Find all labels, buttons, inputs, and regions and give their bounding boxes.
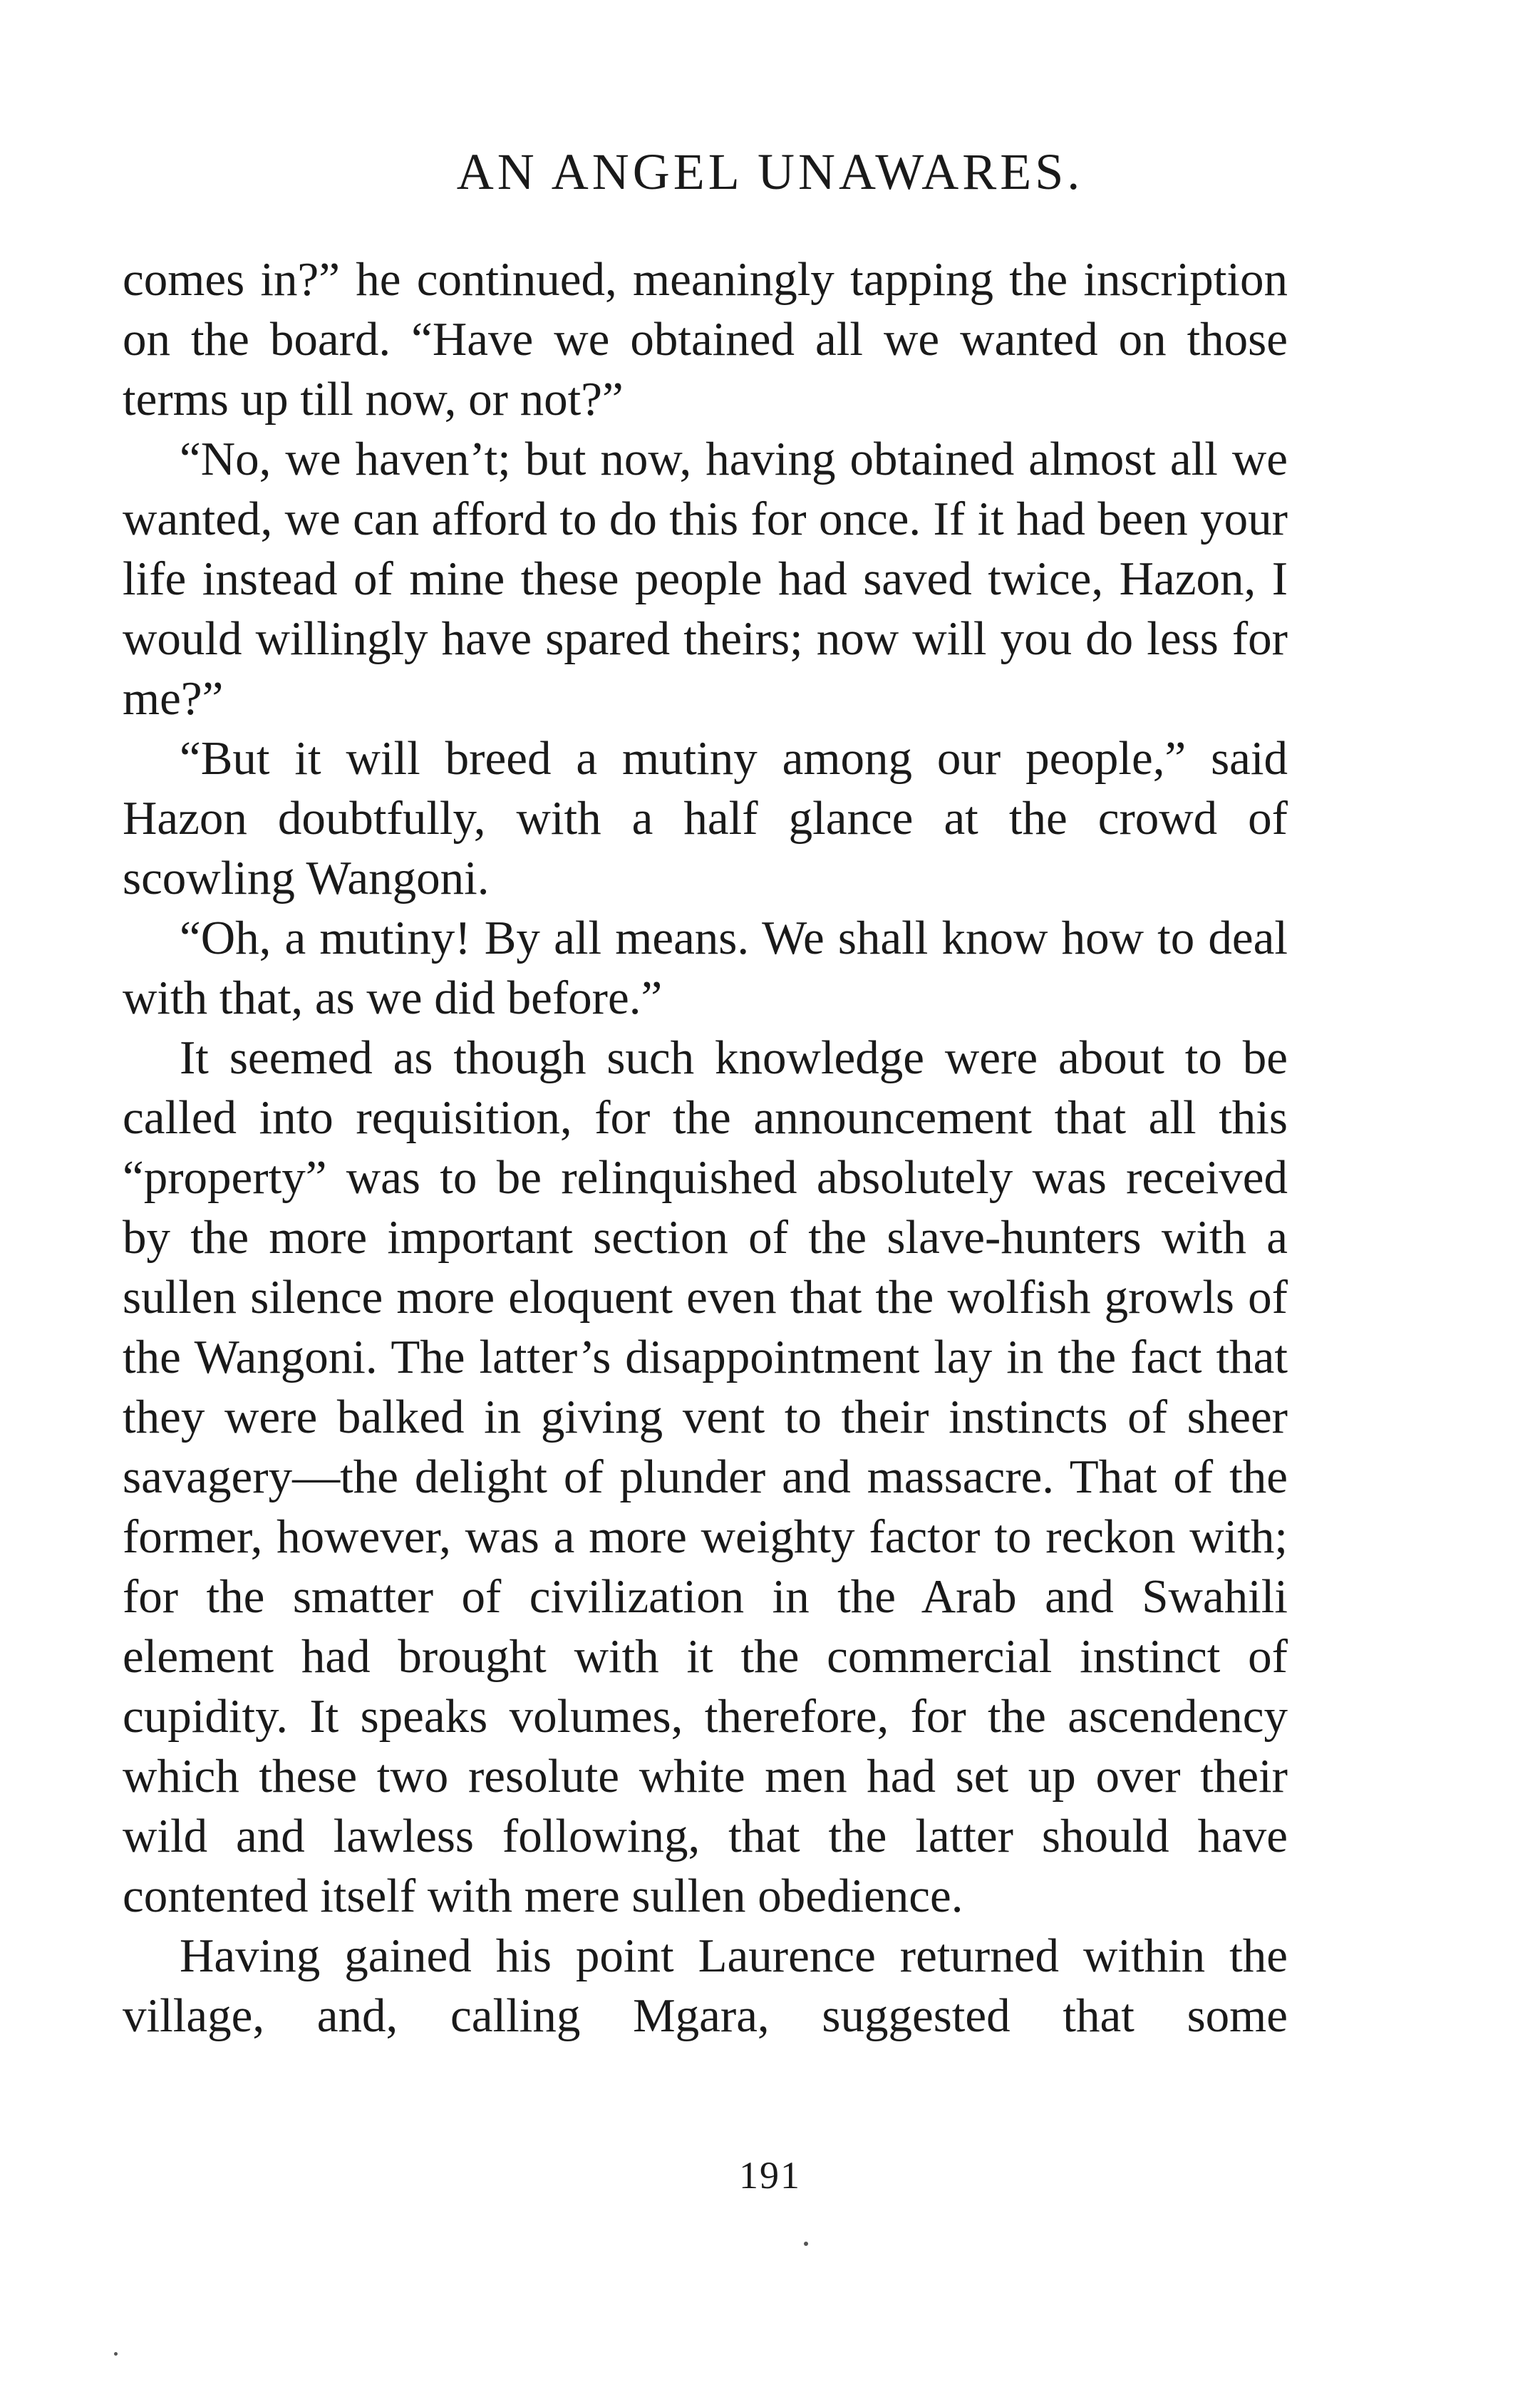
running-head-title: AN ANGEL UNAWARES. bbox=[456, 143, 1084, 200]
body-text bbox=[123, 249, 1288, 2046]
paragraph-dialogue-2: “But it will breed a mutiny among our people,” said Hazon doubtfully, with a half glance at the crowd of scowling Wangoni. bbox=[123, 732, 1288, 904]
paragraph-dialogue-1: “No, we haven’t; but now, having obtained almost all we wanted, we can afford to do this for once. If it had been your life instead of mine these people had saved twice, Hazon, I would willingly have spared theirs; now will you do less for me?” bbox=[123, 433, 1288, 725]
paper-speck bbox=[804, 2242, 808, 2246]
paragraph-narrative: It seemed as though such knowledge were about to be called into requisition, for the announcement that all this “property” was to be relinquished absolutely was received by the more important section of the slave-hunters with a sullen silence more eloquent even that the wolfish growls of the Wangoni. The latter’s disappointment lay in the fact that they were balked in giving vent to their instincts of sheer savagery—the delight of plunder and massacre. That of the former, however, was a more weighty factor to reckon with; for the smatter of civilization in the Arab and Swahili element had brought with it the commercial instinct of cupidity. It speaks volumes, therefore, for the ascendency which these two resolute white men had set up over their wild and lawless following, that the latter should have contented itself with mere sullen obedience. bbox=[123, 1031, 1288, 1922]
paragraph-final: Having gained his point Laurence returned within the village, and, calling Mgara, suggested that some bbox=[123, 1929, 1288, 2042]
paper-speck bbox=[114, 2352, 118, 2356]
paragraph-dialogue-3: “Oh, a mutiny! By all means. We shall know how to deal with that, as we did before.” bbox=[123, 912, 1288, 1024]
page-number: 191 bbox=[739, 2154, 801, 2197]
paragraph-continuation: comes in?” he continued, meaningly tapping the inscription on the board. “Have we obtained all we wanted on those terms up till now, or not?” bbox=[123, 253, 1288, 426]
